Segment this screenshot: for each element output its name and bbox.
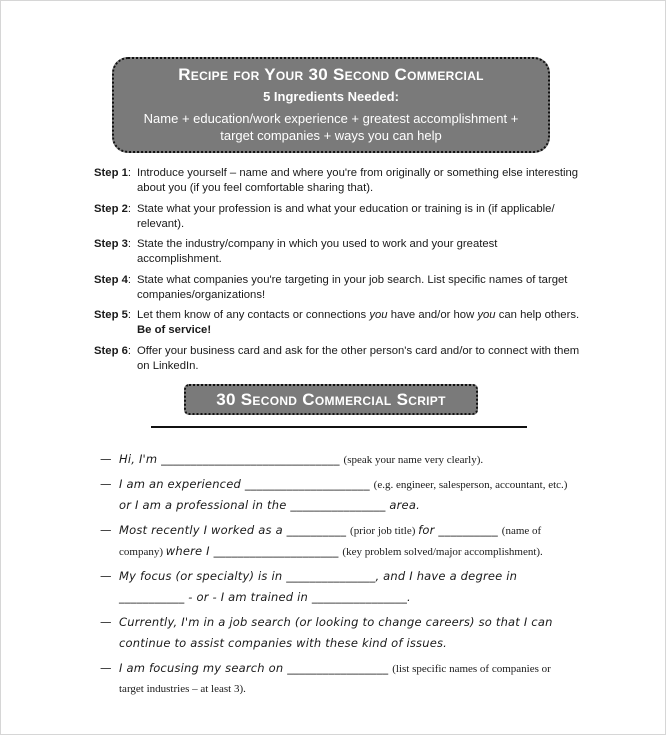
recipe-subtitle: 5 Ingredients Needed: [263,89,399,104]
script-hint-text: (key problem solved/major accomplishment). [342,546,543,558]
script-item [100,566,570,608]
script-line-text: I am focusing my search on _________________ [119,661,393,675]
script-item-text [119,520,570,562]
step-4 [94,273,584,303]
step-text: State the industry/company in which you used to work and your greatest accomplishment. [137,238,498,265]
script-hint-text: (speak your name very clearly). [343,454,484,466]
script-line-text: Most recently I worked as a __________ [119,523,351,537]
script-hint-text: (list specific names of companies or target industries – at least 3). [119,663,551,695]
dash-bullet: — [100,615,112,629]
dash-bullet: — [100,661,112,675]
recipe-formula-line-1: Name + education/work experience + greatest accomplishment + [143,111,519,126]
step-text: State what your profession is and what your education or training is in (if applicable/ relevant). [137,202,555,230]
script-hint-text: (name of company) [119,525,542,558]
step-label: Step 3: [94,238,132,250]
script-item-text [119,612,570,654]
script-item [100,612,570,654]
script-item-text [119,658,570,699]
step-text: State what companies you're targeting in your job search. List specific names of target companies/organizations! [137,273,568,301]
script-hint-text: (e.g. engineer, salesperson, accountant, etc.) [373,479,568,491]
step-3 [94,237,584,267]
script-item [100,658,570,699]
divider-line [151,426,527,428]
dash-bullet: — [100,477,112,491]
script-line-text: for __________ [418,523,502,537]
step-label: Step 4: [94,273,132,286]
script-item [100,449,570,470]
step-text: Introduce yourself – name and where you're from originally or something else interesting about you (if you feel comfortable sharing that). [137,167,579,194]
script-line-text: Hi, I'm ______________________________ [119,452,344,466]
dash-bullet: — [100,452,112,466]
script-title-box: 30 Second Commercial Script [184,384,478,415]
recipe-formula [114,110,548,144]
script-item [100,520,570,562]
step-1 [94,166,584,196]
script-item-text [119,449,570,470]
script-line-text: My focus (or specialty) is in _______________, and I have a degree in ___________ - or - I am trained in ________________. [119,569,518,604]
step-6 [94,344,584,374]
script-line-text: Currently, I'm in a job search (or looking to change careers) so that I can continue to assist companies with these kind of issues. [119,615,553,650]
script-list [100,449,570,703]
script-line-text: or I am a professional in the ________________ area. [119,498,420,512]
recipe-box [112,57,550,153]
step-label: Step 2: [94,202,132,215]
step-text: Offer your business card and ask for the other person's card and/or to connect with them on LinkedIn. [137,344,580,372]
step-label: Step 6: [94,344,132,357]
script-item-text [119,566,570,608]
dash-bullet: — [100,569,112,583]
script-line-text: where I _____________________ [165,544,343,558]
step-label: Step 1: [94,167,132,179]
script-item [100,474,570,516]
script-item-text [119,474,570,516]
step-text: Let them know of any contacts or connections you have and/or how you can help others. Be of service! [137,309,580,336]
dash-bullet: — [100,523,112,537]
script-line-text: I am an experienced _____________________ [119,477,374,491]
step-5 [94,308,584,338]
recipe-formula-line-2: target companies + ways you can help [220,128,442,143]
steps-list [94,166,584,379]
recipe-title: Recipe for Your 30 Second Commercial [178,65,484,84]
script-hint-text: (prior job title) [350,525,419,537]
step-2 [94,202,584,232]
step-label: Step 5: [94,309,132,321]
